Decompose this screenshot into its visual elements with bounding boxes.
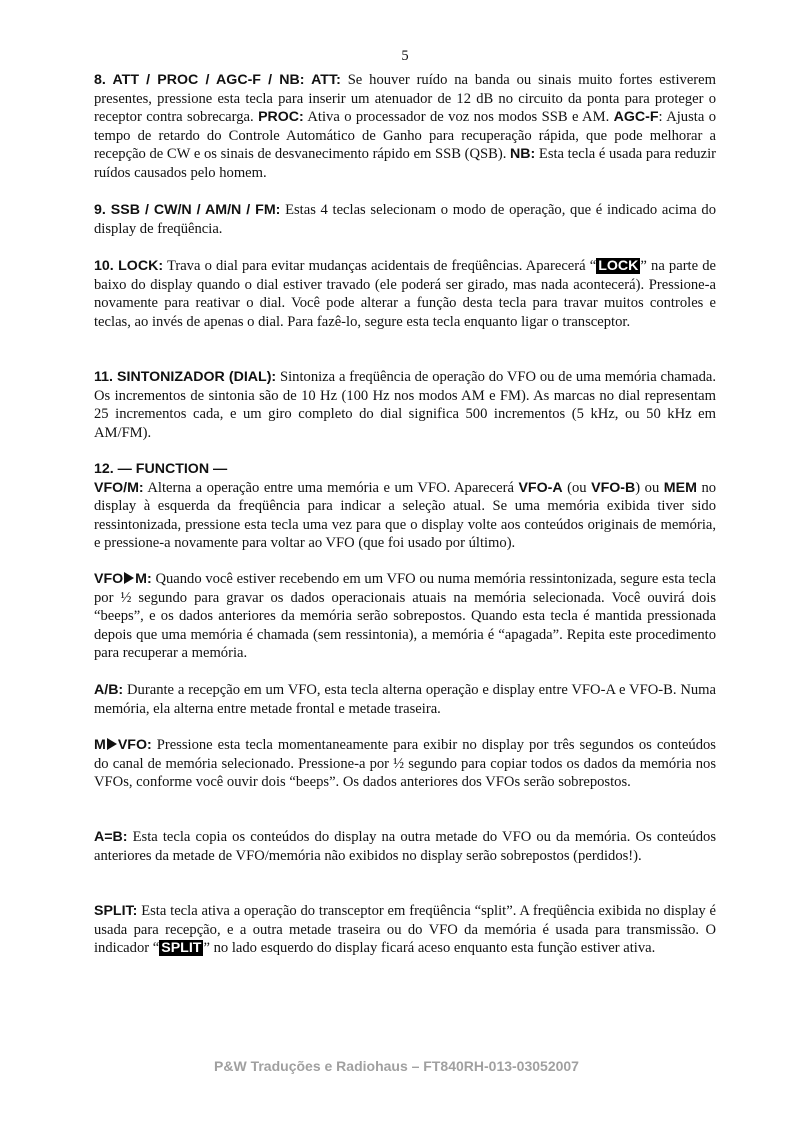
agcf-text: : Ajusta o tempo de retardo do Controle Automático de Ganho para recuperação rápida, que pode melhorar a recepção de CW e os sinais de desvanecimento rápido em SSB (QSB). <box>94 109 716 162</box>
section-lock <box>94 257 716 331</box>
nb-label: NB: <box>510 146 536 162</box>
section-aeqb <box>94 828 716 865</box>
vfo-to-m-label-a: VFO <box>94 571 124 587</box>
section-vfo-to-m <box>94 570 716 663</box>
right-arrow-icon <box>107 738 117 750</box>
att-text: Se houver ruído na banda ou sinais muito fortes estiverem presentes, pressione esta tecla para inserir um atenuador de 12 dB no circuito da ponta para proteger o receptor contra sobrecarga. <box>94 72 716 125</box>
right-arrow-icon <box>124 572 134 584</box>
split-text-2: ” no lado esquerdo do display ficará aceso enquanto esta função estiver ativa. <box>203 940 656 956</box>
section-ab <box>94 681 716 718</box>
vfob-label: VFO-B <box>591 479 636 496</box>
proc-label: PROC: <box>258 109 304 125</box>
section-split <box>94 902 716 958</box>
mode-label: 9. SSB / CW/N / AM/N / FM: <box>94 202 281 218</box>
mem-label: MEM <box>663 479 697 496</box>
page-footer: P&W Traduções e Radiohaus – FT840RH-013-03052007 <box>214 1058 579 1074</box>
lock-text-2: ” na parte de baixo do display quando o dial estiver travado (ele poderá ser girado, mas nada acontecerá). Pressione-a novamente para reativar o dial. Você pode alterar a função desta tecla para travar muitos controles e teclas, ao invés de apenas o dial. Para fazê-lo, segure esta tecla enquanto ligar o transceptor. <box>94 258 716 330</box>
aeqb-text: Esta tecla copia os conteúdos do display na outra metade do VFO ou da memória. Os conteúdos anteriores da metade de VFO/memória não exibidos no display serão sobrepostos (perdidos!). <box>94 829 716 864</box>
vfom-text: Alterna a operação entre uma memória e um VFO. Aparecerá <box>147 479 514 496</box>
m-to-vfo-label-a: M <box>94 737 106 753</box>
vfom-label: VFO/M: <box>94 479 144 496</box>
vfo-to-m-label-b: M: <box>135 571 152 587</box>
dial-label: 11. SINTONIZADOR (DIAL): <box>94 369 277 385</box>
section-mode <box>94 201 716 238</box>
vfoa-label: VFO-A <box>518 479 563 496</box>
m-to-vfo-text: Pressione esta tecla momentaneamente para exibir no display por três segundos os conteúdos do canal de memória selecionado. Pressione-a por ½ segundo para copiar todos os dados da memória nos VFOs, conforme você ouvir dois “beeps”. Os dados anteriores dos VFOs serão sobrepostos. <box>94 737 716 790</box>
proc-text: Ativa o processador de voz nos modos SSB e AM. <box>307 109 610 125</box>
aeqb-label: A=B: <box>94 829 128 845</box>
lock-text: Trava o dial para evitar mudanças acidentais de freqüências. Aparecerá “ <box>166 258 597 274</box>
m-to-vfo-label-b: VFO: <box>117 737 152 753</box>
section-function <box>94 460 716 553</box>
section-m-to-vfo <box>94 736 716 792</box>
vfo-to-m-text: Quando você estiver recebendo em um VFO ou numa memória ressintonizada, segure esta tecla por ½ segundo para gravar os dados operacionais atuais na memória selecionada. Você ouvirá dois “beeps”, e os dados anteriores da memória serão sobrepostos. Quando esta tecla é mantida pressionada depois que uma memória é chamada (sem ressintonia), a memória é “apagada”. Repita este procedimento para recuperar a memória. <box>94 571 716 661</box>
vfom-text-2: (ou <box>567 479 587 496</box>
split-label: SPLIT: <box>94 903 138 919</box>
lock-label: 10. LOCK: <box>94 258 164 274</box>
split-indicator: SPLIT <box>161 940 202 956</box>
page-number: 5 <box>401 48 409 64</box>
function-heading: 12. — FUNCTION — <box>94 461 228 477</box>
mode-text: Estas 4 teclas selecionam o modo de operação, que é indicado acima do display de freqüência. <box>94 202 716 237</box>
section-att <box>94 71 716 182</box>
vfom-text-4: no display à esquerda da freqüência para indicar a seleção atual. Se uma memória exibida tiver sido ressintonizada, pressione esta tecla uma vez para que o display volte aos conteúdos originais de memória, e pressione-a novamente para voltar ao VFO (que foi usado por último). <box>94 479 717 551</box>
vfom-text-3: ) ou <box>635 479 660 496</box>
split-text: Esta tecla ativa a operação do transceptor em freqüência “split”. A freqüência exibida no display é usada para recepção, e a outra metade traseira ou do VFO da memória é usada para transmissão. O indicador “ <box>94 903 716 956</box>
att-label: 8. ATT / PROC / AGC-F / NB: ATT: <box>94 72 341 88</box>
section-dial <box>94 368 716 442</box>
lock-indicator: LOCK <box>598 258 639 274</box>
ab-text: Durante a recepção em um VFO, esta tecla alterna operação e display entre VFO-A e VFO-B. Numa memória, ela alterna entre metade frontal e metade traseira. <box>94 682 716 717</box>
nb-text: Esta tecla é usada para reduzir ruídos causados pelo homem. <box>94 146 716 181</box>
ab-label: A/B: <box>94 682 124 698</box>
agcf-label: AGC-F <box>613 109 659 125</box>
dial-text: Sintoniza a freqüência de operação do VFO ou de uma memória chamada. Os incrementos de sintonia são de 10 Hz (100 Hz nos modos AM e FM). As marcas no dial representam 25 incrementos cada, e um giro completo do dial significa 500 incrementos (5 kHz, ou 50 kHz em AM/FM). <box>94 369 717 441</box>
